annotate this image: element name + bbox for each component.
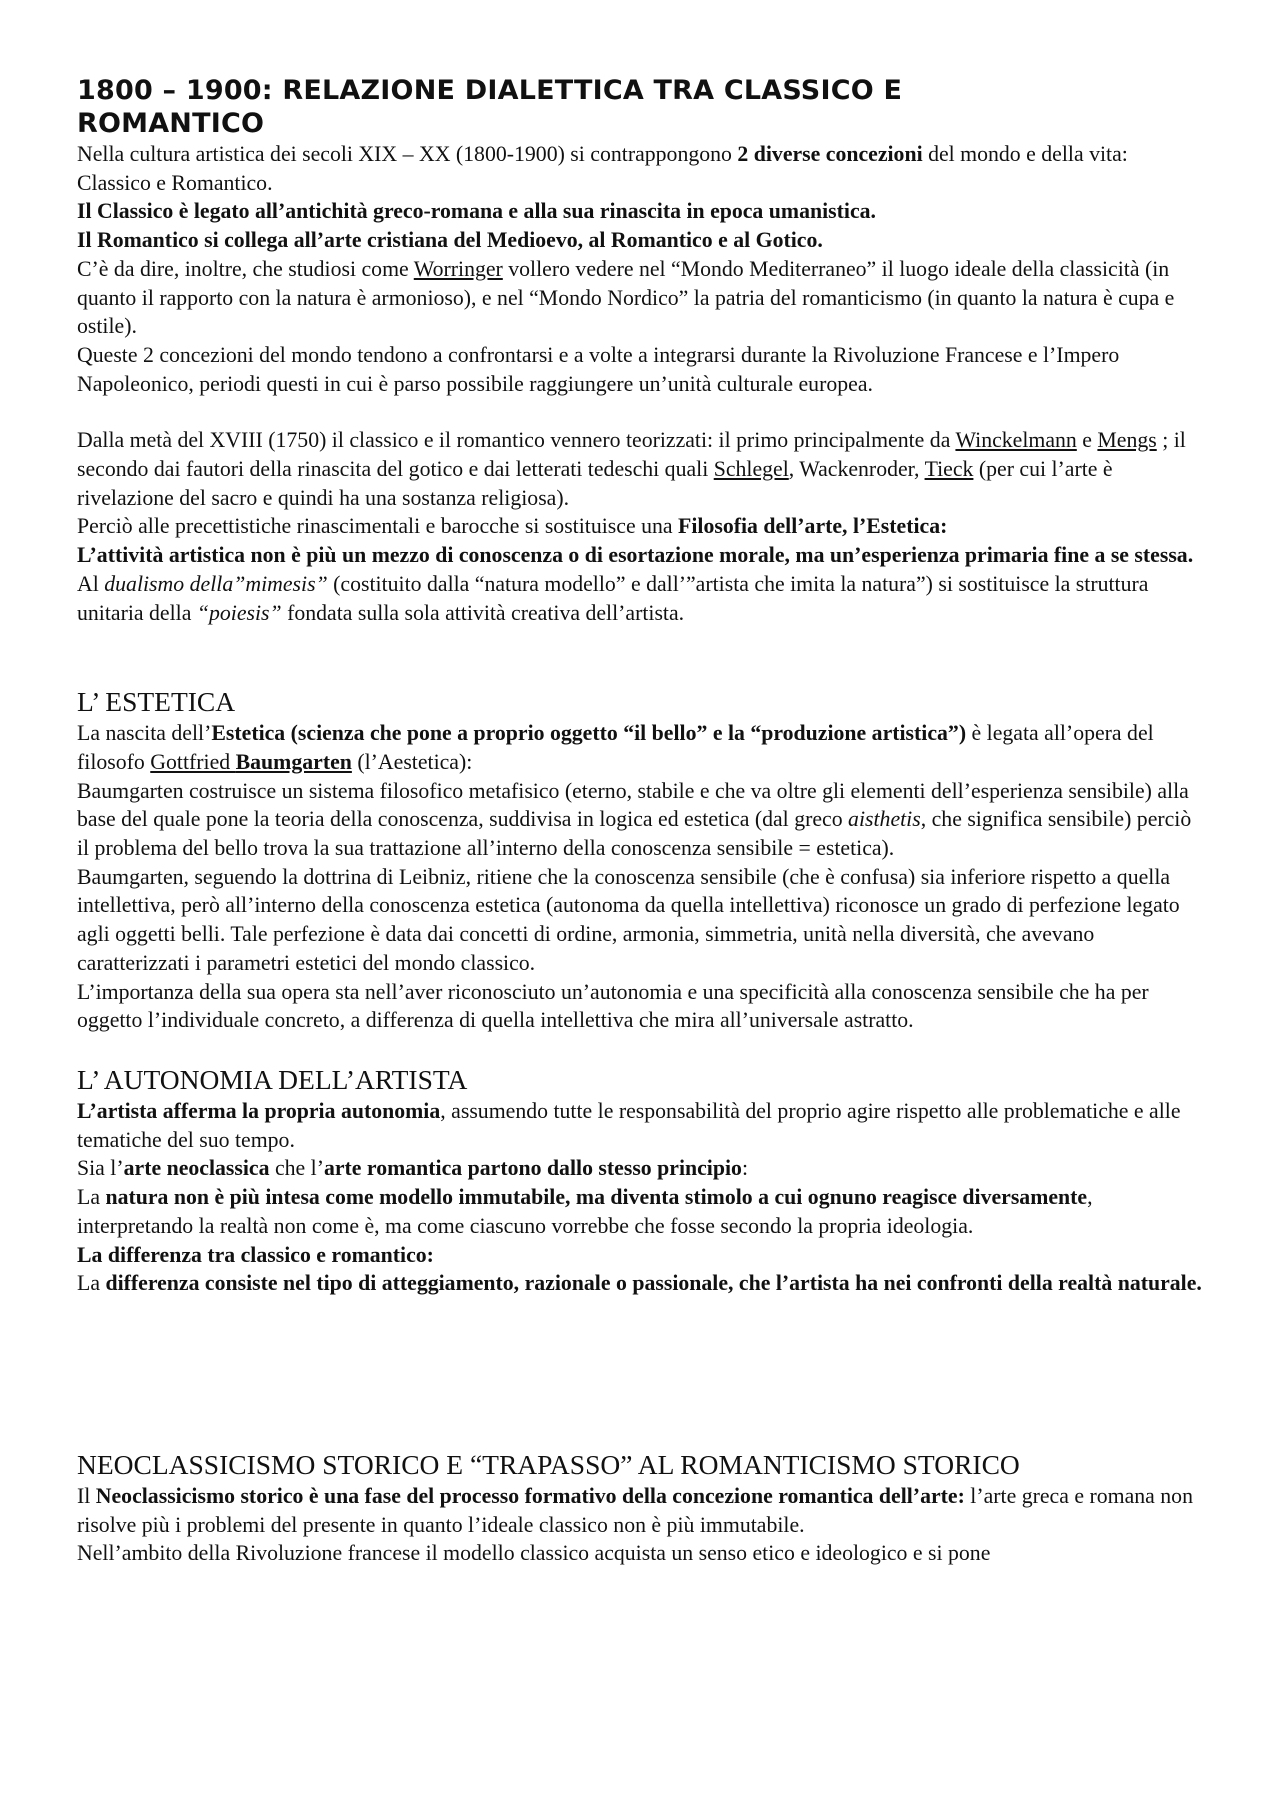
text-run-bold: L’attività artistica non è più un mezzo di conoscenza o di esortazione morale, ma un’esperienza primaria fine a se stessa. [77,543,1194,568]
text-run: : [741,1156,748,1181]
text-run: Al [77,571,105,596]
text-run: Sia l’ [77,1156,124,1181]
underlined-name-bold [236,750,352,774]
text-run: è legata all’opera del filosofo [77,721,1154,774]
section-heading-estetica: L’ ESTETICA [77,686,236,718]
underlined-name: Mengs [1097,428,1157,453]
text-run-italic: dualismo della”mimesis” [104,571,328,596]
text-run: La nascita dell’ [77,721,212,746]
text-run-bold: natura non è più intesa come modello immutabile, ma diventa stimolo a cui ognuno reagisce diversamente [105,1185,1088,1210]
text-run: vollero vedere nel “Mondo Mediterraneo” il luogo ideale della classicità (in quanto il rapporto con la natura è armonioso), e nel “Mondo Nordico” la patria del romanticismo (in quanto la natura è cupa e ostile). [77,256,1175,339]
text-run-bold: Filosofia dell’arte, l’Estetica: [678,514,948,539]
underlined-name: Winckelmann [955,428,1077,453]
importanza-paragraph: L’importanza della sua opera sta nell’aver riconosciuto un’autonomia e una specificità alla conoscenza sensibile che ha per oggetto l’individuale concreto, a differenza di quella intellettiva che mira all’universale astratto. [77,979,1149,1033]
text-run-italic: aisthetis [848,807,921,832]
text-run: Dalla metà del XVIII (1750) il classico e il romantico vennero teorizzati: il primo principalmente da [77,428,956,453]
text-run: La [77,1271,106,1296]
underlined-name: Tieck [924,457,974,482]
text-run-bold: Il Romantico si collega all’arte cristiana del Medioevo, al Romantico e al Gotico. [77,228,823,253]
neoclassicismo-paragraph [77,1482,1207,1539]
queste-paragraph: Queste 2 concezioni del mondo tendono a confrontarsi e a volte a integrarsi durante la Rivoluzione Francese e l’Impero Napoleonico, periodi questi in cui è parso possibile raggiungere un’unità culturale europea. [77,342,1120,396]
principio-line [77,1154,1207,1183]
intro-paragraph [77,140,1207,197]
baumgarten-system-paragraph [77,777,1207,863]
text-run-italic: “poiesis” [196,600,282,625]
attivita-paragraph [77,541,1207,627]
text-run-bold: Estetica (scienza che pone a proprio oggetto “il bello” e la “produzione artistica”) [211,721,967,746]
text-run: , interpretando la realtà non come è, ma come ciascuno vorrebbe che fosse secondo la propria ideologia. [77,1185,1093,1238]
text-run-bold: arte romantica partono dallo stesso principio [323,1156,742,1181]
text-run-bold: L’artista afferma la propria autonomia [77,1098,441,1123]
underlined-name: Schlegel [713,457,789,482]
page-title: 1800 – 1900: RELAZIONE DIALETTICA TRA CLASSICO E ROMANTICO [77,75,903,139]
document-content [77,74,1207,1568]
spacer [77,1035,1207,1063]
text-run: (per cui l’arte è rivelazione del sacro e quindi ha una sostanza religiosa). [77,457,1113,510]
text-run: fondata sulla sola attività creativa dell’artista. [281,600,685,625]
text-run: che l’ [269,1156,324,1181]
nascita-paragraph [77,719,1207,776]
text-run: Baumgarten costruisce un sistema filosofico metafisico (eterno, stabile e che va oltre gli elementi dell’esperienza sensibile) alla base del quale pone la teoria della conoscenza, suddivisa in logica ed estetica (dal greco [77,778,1189,832]
text-run: del mondo e della vita: Classico e Romantico. [77,142,1128,195]
text-run-bold: Il Classico è legato all’antichità greco-romana e alla sua rinascita in epoca umanistica. [77,199,876,224]
spacer [77,1298,1207,1448]
autonomia-paragraph [77,1097,1207,1154]
section-heading-autonomia: L’ AUTONOMIA DELL’ARTISTA [77,1063,468,1095]
text-run-bold: Neoclassicismo storico è una fase del processo formativo della concezione romantica dell’arte: [95,1483,965,1508]
text-run: Il [77,1483,96,1508]
natura-paragraph [77,1183,1207,1240]
text-run: ; il secondo dai fautori della rinascita del gotico e dai letterati tedeschi quali [77,428,1186,482]
text-run: , assumendo tutte le responsabilità del proprio agire rispetto alle problematiche e alle tematiche del suo tempo. [77,1098,1181,1152]
text-run: (l’Aestetica): [351,749,473,774]
spacer [77,398,1207,426]
text-run: , che significa sensibile) perciò il problema del bello trova la sua trattazione all’interno della conoscenza sensibile = estetica). [77,807,1192,861]
text-run-bold: arte neoclassica [123,1156,270,1181]
text-run: , Wackenroder, [788,457,925,482]
text-run-bold: La differenza tra classico e romantico: [77,1242,434,1267]
section-heading-neoclassicismo: NEOCLASSICISMO STORICO E “TRAPASSO” AL ROMANTICISMO STORICO [77,1448,1020,1480]
text-run: La [77,1185,106,1210]
differenza-paragraph [77,1269,1207,1298]
text-run: C’è da dire, inoltre, che studiosi come [77,256,414,281]
underlined-name: Worringer [413,256,503,281]
text-run-bold: 2 diverse concezioni [737,142,923,166]
rivoluzione-line: Nell’ambito della Rivoluzione francese il modello classico acquista un senso etico e ideologico e si pone [77,1541,991,1566]
romantico-line [77,226,1207,255]
text-run: (costituito dalla “natura modello” e dall’”artista che imita la natura”) si sostituisce la struttura unitaria della [77,571,1149,625]
filosofia-line [77,512,1207,541]
text-run: l’arte greca e romana non risolve più i problemi del presente in quanto l’ideale classico non è più immutabile. [77,1483,1193,1537]
underlined-name: Gottfried [150,749,236,774]
theorists-paragraph [77,426,1207,512]
text-run: e [1076,428,1098,453]
text-run-bold: differenza consiste nel tipo di atteggiamento, razionale o passionale, che l’artista ha nei confronti della realtà naturale. [105,1271,1202,1296]
worringer-paragraph [77,255,1207,341]
spacer [77,627,1207,685]
differenza-heading [77,1241,1207,1270]
text-run: Perciò alle precettistiche rinascimentali e barocche si sostituisce una [77,514,679,539]
text-run-bold: Baumgarten [235,749,352,774]
classico-line [77,197,1207,226]
text-run: Nella cultura artistica dei secoli XIX – XX (1800-1900) si contrappongono [77,142,738,166]
leibniz-paragraph: Baumgarten, seguendo la dottrina di Leibniz, ritiene che la conoscenza sensibile (che è confusa) sia inferiore rispetto a quella intellettiva, però all’interno della conoscenza estetica (autonoma da quella intellettiva) riconosce un grado di perfezione legato agli oggetti belli. Tale perfezione è data dai concetti di ordine, armonia, simmetria, unità nella diversità, che avevano caratterizzati i parametri estetici del mondo classico. [77,864,1180,975]
